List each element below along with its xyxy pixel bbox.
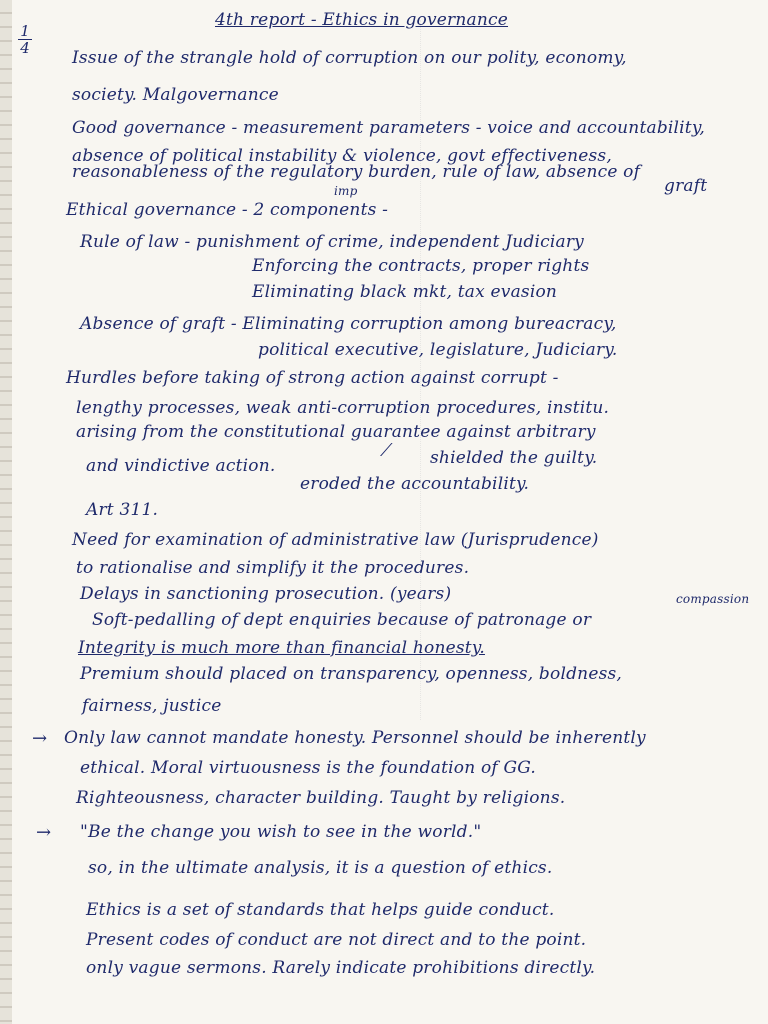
- margin-fraction-bottom: 4: [20, 39, 30, 57]
- note-line: Present codes of conduct are not direct and to the point.: [86, 930, 587, 950]
- note-line: so, in the ultimate analysis, it is a question of ethics.: [88, 858, 553, 878]
- note-line: Righteousness, character building. Taught by religions.: [76, 788, 566, 808]
- note-line: Only law cannot mandate honesty. Personnel should be inherently: [64, 728, 646, 748]
- note-line: Soft-pedalling of dept enquiries because of patronage or: [92, 610, 592, 630]
- note-line: Rule of law - punishment of crime, independent Judiciary: [80, 232, 584, 252]
- note-line: Eliminating black mkt, tax evasion: [252, 282, 558, 302]
- note-line: Enforcing the contracts, proper rights: [252, 256, 590, 276]
- spiral-binding-edge: [0, 0, 12, 1024]
- note-line: reasonableness of the regulatory burden, rule of law, absence of: [72, 162, 641, 182]
- note-line: lengthy processes, weak anti-corruption procedures, institu.: [76, 398, 610, 418]
- note-line: only vague sermons. Rarely indicate prohibitions directly.: [86, 958, 596, 978]
- note-line: Delays in sanctioning prosecution. (years): [80, 584, 452, 604]
- note-line: "Be the change you wish to see in the world.": [80, 822, 482, 842]
- note-line: Good governance - measurement parameters - voice and accountability,: [72, 118, 705, 138]
- note-line: Premium should placed on transparency, openness, boldness,: [80, 664, 623, 684]
- arrow-icon: ⟋: [380, 440, 393, 461]
- note-line: Hurdles before taking of strong action against corrupt -: [66, 368, 559, 388]
- note-line: Need for examination of administrative law (Jurisprudence): [72, 530, 599, 550]
- note-line: shielded the guilty.: [430, 448, 598, 468]
- note-line: Ethics is a set of standards that helps guide conduct.: [86, 900, 555, 920]
- note-line: Absence of graft - Eliminating corruption among bureacracy,: [80, 314, 617, 334]
- note-line: political executive, legislature, Judiciary.: [258, 340, 618, 360]
- note-line: and vindictive action.: [86, 456, 276, 476]
- page-title: 4th report - Ethics in governance: [215, 10, 509, 30]
- note-line: fairness, justice: [82, 696, 222, 716]
- margin-page-fraction: [18, 24, 32, 55]
- note-line: Art 311.: [86, 500, 159, 520]
- note-line: Ethical governance - 2 components -: [66, 200, 389, 220]
- note-annotation: compassion: [676, 592, 750, 606]
- margin-fraction-top: 1: [20, 22, 30, 40]
- note-annotation: imp: [334, 184, 358, 198]
- note-line: ethical. Moral virtuousness is the foundation of GG.: [80, 758, 537, 778]
- note-line: society. Malgovernance: [72, 85, 279, 105]
- note-annotation: graft: [664, 176, 708, 196]
- note-line: eroded the accountability.: [300, 474, 530, 494]
- note-line: arising from the constitutional guarantee against arbitrary: [76, 422, 596, 442]
- note-line: to rationalise and simplify it the procedures.: [76, 558, 470, 578]
- note-line: absence of political instability & violence, govt effectiveness,: [72, 146, 612, 166]
- note-line: Issue of the strangle hold of corruption on our polity, economy,: [72, 48, 627, 68]
- note-line: Integrity is much more than financial honesty.: [78, 638, 485, 658]
- right-arrow-icon: →: [36, 822, 52, 843]
- right-arrow-icon: →: [32, 728, 48, 749]
